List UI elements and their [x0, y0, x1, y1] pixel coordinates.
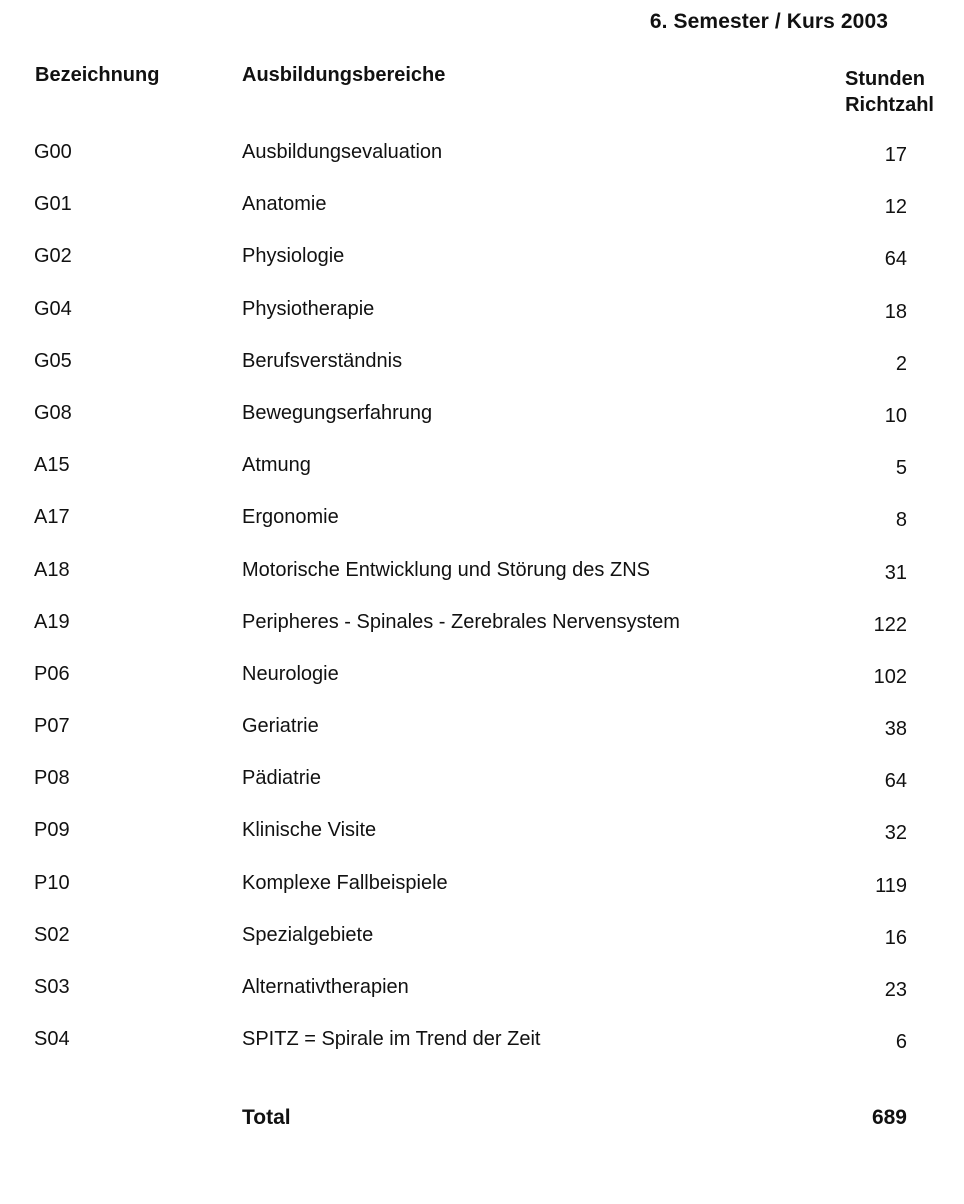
row-area: Alternativtherapien — [242, 976, 409, 998]
row-code: A17 — [34, 506, 70, 529]
row-hours: 10 — [884, 404, 907, 427]
row-code: P08 — [34, 767, 70, 790]
row-code: P06 — [34, 662, 70, 685]
table-row — [0, 397, 964, 449]
row-code: A19 — [34, 610, 70, 633]
column-header-code: Bezeichnung — [35, 64, 160, 86]
row-hours: 8 — [895, 509, 907, 532]
row-hours: 17 — [884, 144, 907, 166]
row-hours: 6 — [895, 1031, 907, 1054]
column-header-hours — [845, 66, 934, 118]
table-row — [0, 554, 964, 606]
row-hours: 18 — [884, 300, 907, 323]
column-header-area: Ausbildungsbereiche — [242, 64, 446, 86]
row-code: G02 — [34, 245, 72, 268]
column-header-hours-line1: Stunden — [845, 68, 925, 90]
table-row — [0, 971, 964, 1023]
document-title: 6. Semester / Kurs 2003 — [649, 10, 888, 33]
table-row — [0, 188, 964, 240]
row-code: P10 — [34, 871, 70, 894]
row-area: Berufsverständnis — [242, 349, 403, 372]
row-area: SPITZ = Spirale im Trend der Zeit — [242, 1028, 541, 1051]
row-code: G00 — [34, 141, 72, 163]
row-area: Geriatrie — [242, 715, 319, 738]
row-code: A15 — [34, 454, 70, 477]
row-hours: 16 — [884, 926, 907, 949]
table-row — [0, 449, 964, 501]
row-code: S04 — [34, 1028, 70, 1051]
table-row — [0, 814, 964, 866]
row-code: S03 — [34, 976, 70, 998]
row-hours: 12 — [884, 196, 907, 219]
row-area: Peripheres - Spinales - Zerebrales Nervensystem — [242, 610, 680, 633]
row-area: Motorische Entwicklung und Störung des ZNS — [242, 558, 650, 581]
row-hours: 32 — [884, 822, 907, 845]
row-hours: 31 — [884, 561, 907, 584]
row-area: Pädiatrie — [242, 767, 321, 790]
row-code: G08 — [34, 401, 72, 424]
total-value: 689 — [871, 1106, 907, 1129]
total-label: Total — [242, 1106, 291, 1129]
table-row — [0, 919, 964, 971]
row-hours: 122 — [873, 613, 907, 636]
column-header-hours-line2: Richtzahl — [845, 94, 934, 116]
course-table — [0, 136, 964, 1075]
row-code: P09 — [34, 819, 70, 842]
table-row — [0, 710, 964, 762]
row-code: G05 — [34, 349, 72, 372]
row-code: P07 — [34, 715, 70, 738]
row-area: Bewegungserfahrung — [242, 401, 433, 424]
table-row — [0, 606, 964, 658]
row-hours: 119 — [875, 874, 907, 897]
row-code: A18 — [34, 558, 70, 581]
row-hours: 5 — [895, 457, 907, 480]
table-row — [0, 293, 964, 345]
table-row — [0, 658, 964, 710]
row-area: Physiologie — [242, 245, 345, 268]
row-hours: 64 — [884, 248, 907, 271]
table-row — [0, 762, 964, 814]
row-hours: 38 — [884, 718, 907, 741]
row-area: Klinische Visite — [242, 819, 377, 842]
row-hours: 23 — [884, 979, 907, 1001]
row-code: G04 — [34, 297, 72, 320]
row-area: Anatomie — [242, 193, 327, 216]
row-code: G01 — [34, 193, 72, 216]
row-hours: 2 — [895, 352, 907, 375]
table-row — [0, 345, 964, 397]
row-area: Ausbildungsevaluation — [242, 141, 443, 163]
row-area: Physiotherapie — [242, 297, 375, 320]
table-row — [0, 1023, 964, 1075]
row-area: Atmung — [242, 454, 311, 477]
row-hours: 64 — [884, 770, 907, 793]
row-area: Spezialgebiete — [242, 923, 374, 946]
row-area: Neurologie — [242, 662, 339, 685]
row-code: S02 — [34, 923, 70, 946]
row-hours: 102 — [873, 665, 907, 688]
row-area: Komplexe Fallbeispiele — [242, 871, 448, 894]
table-row — [0, 240, 964, 292]
table-row — [0, 867, 964, 919]
row-area: Ergonomie — [242, 506, 339, 529]
table-row — [0, 136, 964, 188]
table-row — [0, 501, 964, 553]
